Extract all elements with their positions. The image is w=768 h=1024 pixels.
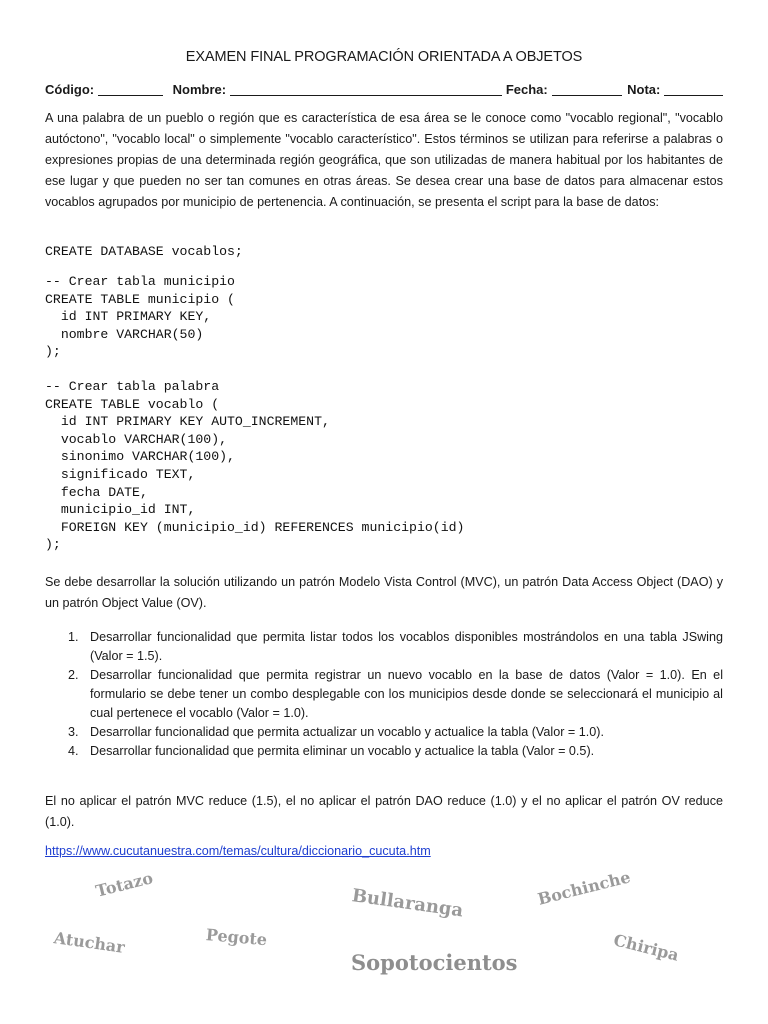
list-item: 2. Desarrollar funcionalidad que permita registrar un nuevo vocablo en la base de datos (Valor = 1.0). En el formulario se debe tener un combo desplegable con los municipios desde donde se seleccionará el municipio al cual pertenece el vocablo (Valor = 1.0). <box>68 668 723 720</box>
solution-paragraph: Se debe desarrollar la solución utilizando un patrón Modelo Vista Control (MVC), un patrón Data Access Object (DAO) y un patrón Object Value (OV). <box>45 575 723 610</box>
word-sopotocientos: Sopotocientos <box>351 950 518 975</box>
list-item: 4. Desarrollar funcionalidad que permita eliminar un vocablo y actualice la tabla (Valor = 0.5). <box>68 744 595 758</box>
nombre-label: Nombre: <box>172 82 227 97</box>
codigo-label: Código: <box>45 82 95 97</box>
nota-line[interactable] <box>664 82 723 96</box>
codigo-line[interactable] <box>98 82 163 96</box>
word-bullaranga: Bullaranga <box>350 885 465 922</box>
reference-link[interactable]: https://www.cucutanuestra.com/temas/cultura/diccionario_cucuta.htm <box>45 844 431 858</box>
task-list <box>45 628 723 761</box>
word-pegote: Pegote <box>205 925 268 950</box>
penalty-paragraph: El no aplicar el patrón MVC reduce (1.5), el no aplicar el patrón DAO reduce (1.0) y el no aplicar el patrón OV reduce (1.0). <box>45 794 723 829</box>
word-atuchar: Atuchar <box>52 928 126 957</box>
list-item: 3. Desarrollar funcionalidad que permita actualizar un vocablo y actualice la tabla (Valor = 1.0). <box>68 725 604 739</box>
word-totazo: Totazo <box>93 868 155 901</box>
list-item: 1. Desarrollar funcionalidad que permita listar todos los vocablos disponibles mostrándolos en una tabla JSwing (Valor = 1.5). <box>68 630 723 663</box>
fecha-line[interactable] <box>552 82 622 96</box>
fecha-label: Fecha: <box>505 82 548 97</box>
word-chiripa: Chiripa <box>611 930 681 965</box>
vocablo-table-code: -- Crear tabla palabra CREATE TABLE vocablo ( id INT PRIMARY KEY AUTO_INCREMENT, vocablo VARCHAR(100), sinonimo VARCHAR(100), significado TEXT, fecha DATE, municipio_id INT, FOREIGN KEY (municipio_id) REFERENCES municipio(id) ); <box>45 379 465 553</box>
municipio-table-code: -- Crear tabla municipio CREATE TABLE municipio ( id INT PRIMARY KEY, nombre VARCHAR(50) ); <box>45 274 235 360</box>
student-fields <box>45 82 723 97</box>
exam-title: EXAMEN FINAL PROGRAMACIÓN ORIENTADA A OBJETOS <box>185 49 583 65</box>
create-database-code: CREATE DATABASE vocablos; <box>45 244 243 259</box>
nota-label: Nota: <box>627 82 661 97</box>
nombre-line[interactable] <box>230 82 502 96</box>
intro-paragraph: A una palabra de un pueblo o región que es característica de esa área se le conoce como "vocablo regional", "vocablo autóctono", "vocablo local" o simplemente "vocablo característico". Estos términos se utilizan para referirse a palabras o expresiones propias de una determinada región geográfica, que son utilizadas de manera habitual por los habitantes de ese lugar y que pueden no ser tan comunes en otras áreas. Se desea crear una base de datos para almacenar estos vocablos agrupados por municipio de pertenencia. A continuación, se presenta el script para la base de datos: <box>45 111 723 209</box>
word-bochinche: Bochinche <box>535 867 633 909</box>
